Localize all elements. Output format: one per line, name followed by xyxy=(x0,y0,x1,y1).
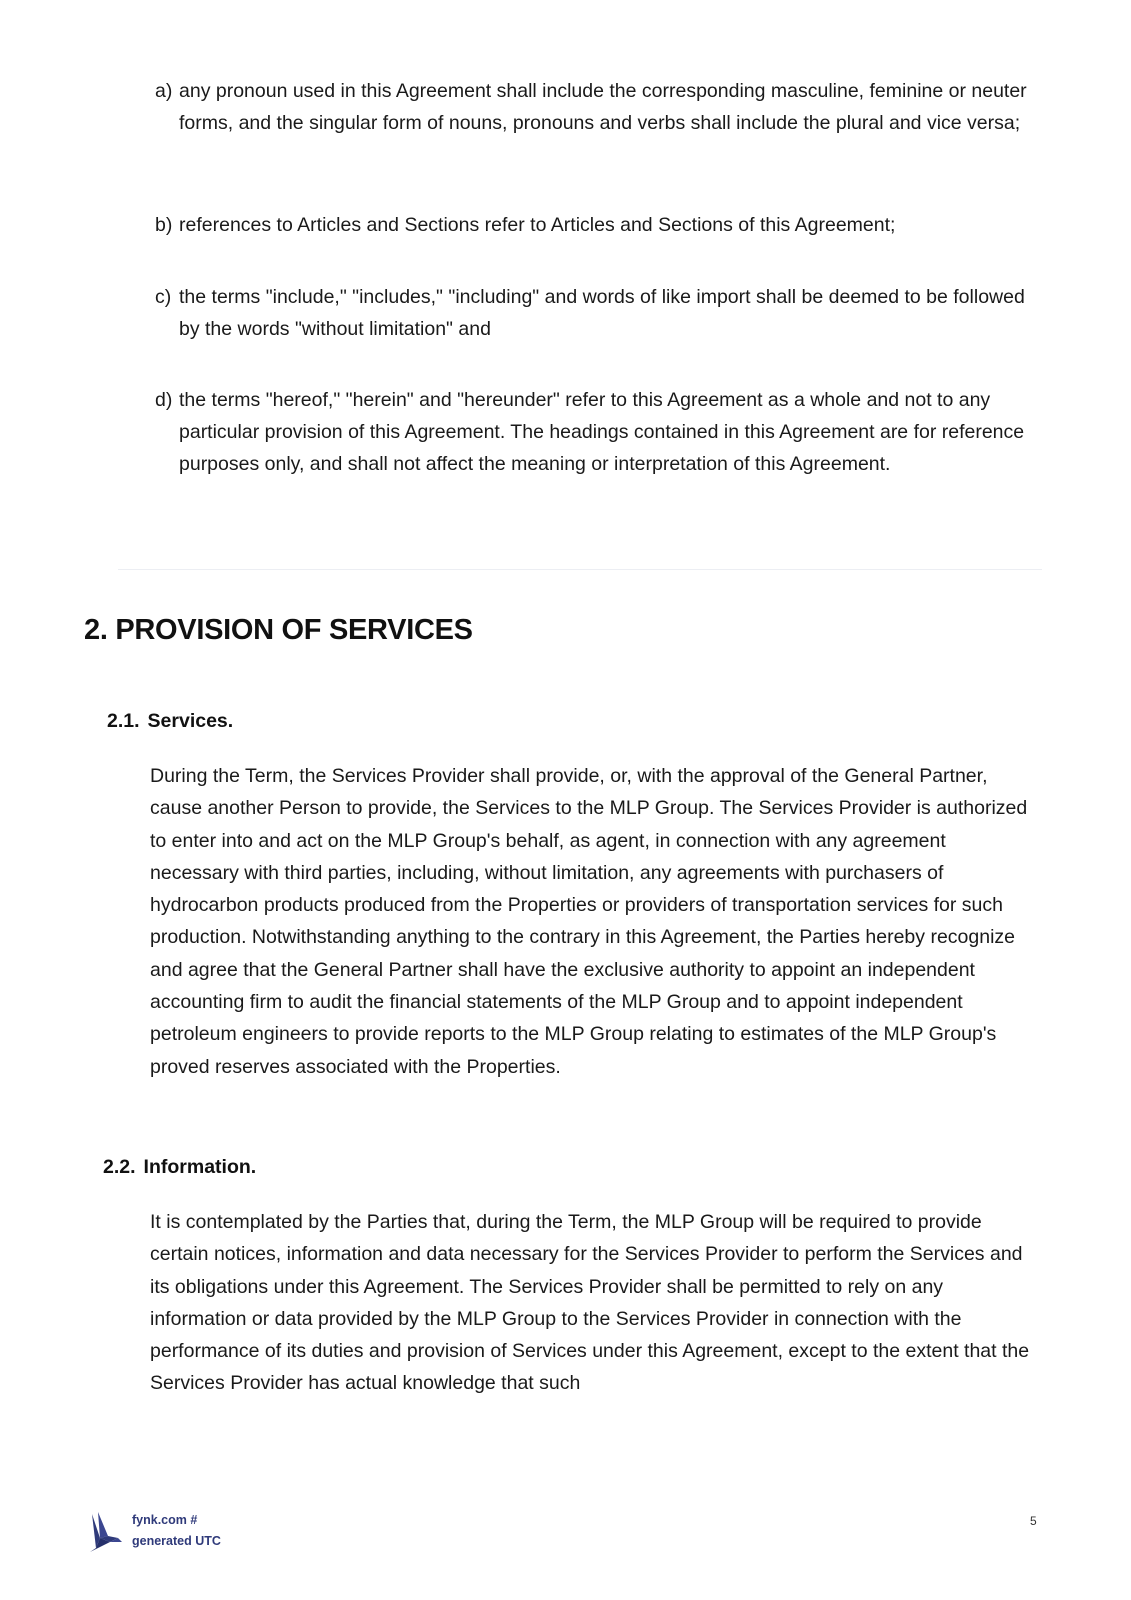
list-item-a xyxy=(155,75,1035,139)
page-footer xyxy=(88,1508,1048,1558)
subsection-number: 2.1. xyxy=(107,710,140,732)
subsection-number: 2.2. xyxy=(103,1156,136,1178)
fynk-bird-logo-icon xyxy=(88,1508,124,1552)
subsection-body-information: It is contemplated by the Parties that, during the Term, the MLP Group will be required to provide certain notices, information and data necessary for the Services Provider to perform the Services and its obligations under this Agreement. The Services Provider shall be permitted to rely on any information or data provided by the MLP Group to the Services Provider in connection with the performance of its duties and provision of Services under this Agreement, except to the extent that the Services Provider has actual knowledge that such xyxy=(150,1211,1030,1395)
list-marker: c) xyxy=(155,286,172,308)
list-item-d xyxy=(155,384,1035,480)
list-marker: b) xyxy=(155,214,173,236)
subsection-title: Services. xyxy=(147,710,234,732)
section-divider xyxy=(118,569,1042,570)
footer-generated: generated UTC xyxy=(132,1534,221,1548)
subsection-heading-information xyxy=(103,1156,256,1179)
list-marker: d) xyxy=(155,389,173,411)
section-heading: 2. PROVISION OF SERVICES xyxy=(84,614,473,646)
footer-text xyxy=(132,1510,221,1552)
subsection-heading-services xyxy=(107,710,233,733)
list-marker: a) xyxy=(155,80,173,102)
list-item-text: any pronoun used in this Agreement shall include the corresponding masculine, feminine or neuter forms, and the singular form of nouns, pronouns and verbs shall include the plural and vice versa; xyxy=(179,80,1027,134)
list-item-text: the terms "include," "includes," "including" and words of like import shall be deemed to be followed by the words "without limitation" and xyxy=(179,286,1025,340)
subsection-body-services: During the Term, the Services Provider shall provide, or, with the approval of the General Partner, cause another Person to provide, the Services to the MLP Group. The Services Provider is authorized to enter into and act on the MLP Group's behalf, as agent, in connection with any agreement necessary with third parties, including, without limitation, any agreements with purchasers of hydrocarbon products produced from the Properties or providers of transportation services for such production. Notwithstanding anything to the contrary in this Agreement, the Parties hereby recognize and agree that the General Partner shall have the exclusive authority to appoint an independent accounting firm to audit the financial statements of the MLP Group and to appoint independent petroleum engineers to provide reports to the MLP Group relating to estimates of the MLP Group's proved reserves associated with the Properties. xyxy=(150,765,1028,1078)
list-item-text: the terms "hereof," "herein" and "hereunder" refer to this Agreement as a whole and not to any particular provision of this Agreement. The headings contained in this Agreement are for reference purposes only, and shall not affect the meaning or interpretation of this Agreement. xyxy=(179,389,1025,475)
list-item-b xyxy=(155,209,1035,241)
list-item-text: references to Articles and Sections refer to Articles and Sections of this Agreement; xyxy=(179,214,896,236)
subsection-title: Information. xyxy=(143,1156,257,1178)
list-item-c xyxy=(155,281,1035,345)
footer-site: fynk.com # xyxy=(132,1513,198,1527)
page-number: 5 xyxy=(1030,1514,1037,1528)
